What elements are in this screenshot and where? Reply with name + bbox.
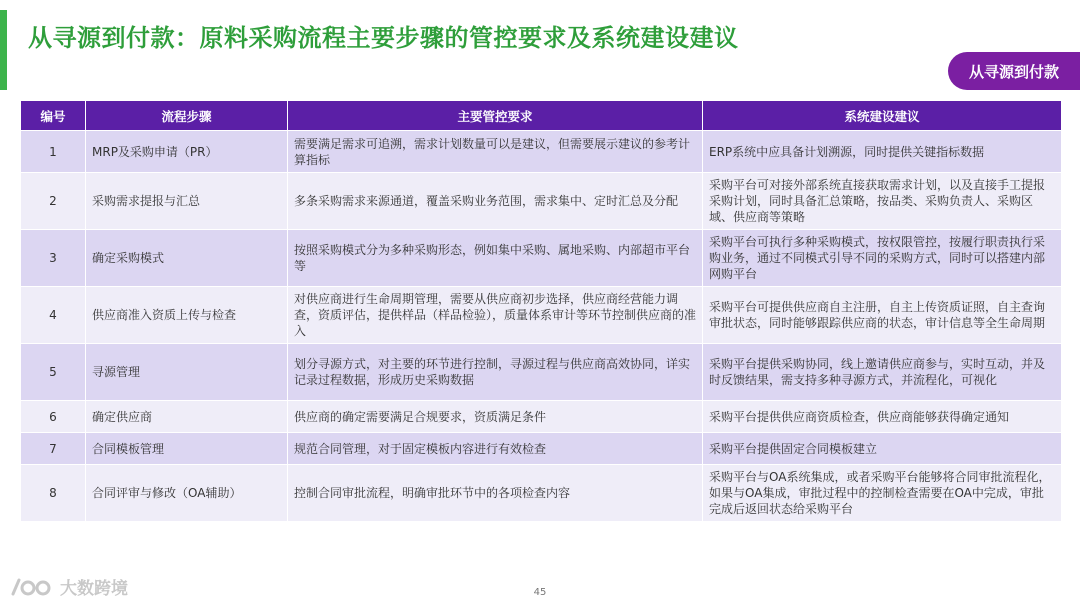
table-row <box>21 401 1062 433</box>
cell-step: 寻源管理 <box>86 344 288 401</box>
table-row <box>21 465 1062 522</box>
header-control: 主要管控要求 <box>288 101 703 131</box>
cell-system: 采购平台可对接外部系统直接获取需求计划，以及直接手工提报采购计划，同时具备汇总策略，按品类、采购负责人、采购区域、供应商等策略 <box>703 173 1062 230</box>
cell-system: 采购平台可提供供应商自主注册，自主上传资质证照，自主查询审批状态，同时能够跟踪供应商的状态，审计信息等全生命周期 <box>703 287 1062 344</box>
table-row <box>21 344 1062 401</box>
cell-control: 需要满足需求可追溯，需求计划数量可以是建议，但需要展示建议的参考计算指标 <box>288 131 703 173</box>
cell-system: 采购平台与OA系统集成，或者采购平台能够将合同审批流程化，如果与OA集成，审批过程中的控制检查需要在OA中完成，审批完成后返回状态给采购平台 <box>703 465 1062 522</box>
cell-no: 4 <box>21 287 86 344</box>
cell-step: 合同模板管理 <box>86 433 288 465</box>
cell-no: 7 <box>21 433 86 465</box>
cell-no: 8 <box>21 465 86 522</box>
table-row <box>21 131 1062 173</box>
cell-step: 确定采购模式 <box>86 230 288 287</box>
table-row <box>21 433 1062 465</box>
cell-step: 采购需求提报与汇总 <box>86 173 288 230</box>
process-table <box>20 100 1062 522</box>
table-header-row <box>21 101 1062 131</box>
cell-control: 控制合同审批流程，明确审批环节中的各项检查内容 <box>288 465 703 522</box>
cell-no: 5 <box>21 344 86 401</box>
cell-no: 3 <box>21 230 86 287</box>
section-tag: 从寻源到付款 <box>948 52 1080 90</box>
table-row <box>21 173 1062 230</box>
cell-control: 规范合同管理，对于固定模板内容进行有效检查 <box>288 433 703 465</box>
page-title: 从寻源到付款：原料采购流程主要步骤的管控要求及系统建设建议 <box>28 24 739 52</box>
cell-no: 6 <box>21 401 86 433</box>
cell-control: 划分寻源方式，对主要的环节进行控制，寻源过程与供应商高效协同，详实记录过程数据，形成历史采购数据 <box>288 344 703 401</box>
cell-no: 2 <box>21 173 86 230</box>
cell-system: 采购平台提供固定合同模板建立 <box>703 433 1062 465</box>
header-no: 编号 <box>21 101 86 131</box>
cell-control: 多条采购需求来源通道，覆盖采购业务范围，需求集中、定时汇总及分配 <box>288 173 703 230</box>
cell-step: 确定供应商 <box>86 401 288 433</box>
cell-step: 合同评审与修改（OA辅助） <box>86 465 288 522</box>
table-row <box>21 287 1062 344</box>
title-accent-bar <box>0 10 7 90</box>
cell-system: 采购平台提供供应商资质检查，供应商能够获得确定通知 <box>703 401 1062 433</box>
cell-no: 1 <box>21 131 86 173</box>
cell-system: 采购平台提供采购协同，线上邀请供应商参与，实时互动，并及时反馈结果，需支持多种寻源方式，并流程化，可视化 <box>703 344 1062 401</box>
page-number: 45 <box>533 587 547 598</box>
cell-control: 对供应商进行生命周期管理，需要从供应商初步选择，供应商经营能力调查，资质评估，提供样品（样品检验），质量体系审计等环节控制供应商的准入 <box>288 287 703 344</box>
cell-step: 供应商准入资质上传与检查 <box>86 287 288 344</box>
cell-step: MRP及采购申请（PR） <box>86 131 288 173</box>
cell-control: 供应商的确定需要满足合规要求，资质满足条件 <box>288 401 703 433</box>
cell-control: 按照采购模式分为多种采购形态，例如集中采购、属地采购、内部超市平台等 <box>288 230 703 287</box>
header-system: 系统建设建议 <box>703 101 1062 131</box>
cell-system: ERP系统中应具备计划溯源，同时提供关键指标数据 <box>703 131 1062 173</box>
cell-system: 采购平台可执行多种采购模式，按权限管控，按履行职责执行采购业务，通过不同模式引导不同的采购方式，同时可以搭建内部网购平台 <box>703 230 1062 287</box>
header-step: 流程步骤 <box>86 101 288 131</box>
logo-text: 大数跨境 <box>60 579 128 599</box>
table-row <box>21 230 1062 287</box>
